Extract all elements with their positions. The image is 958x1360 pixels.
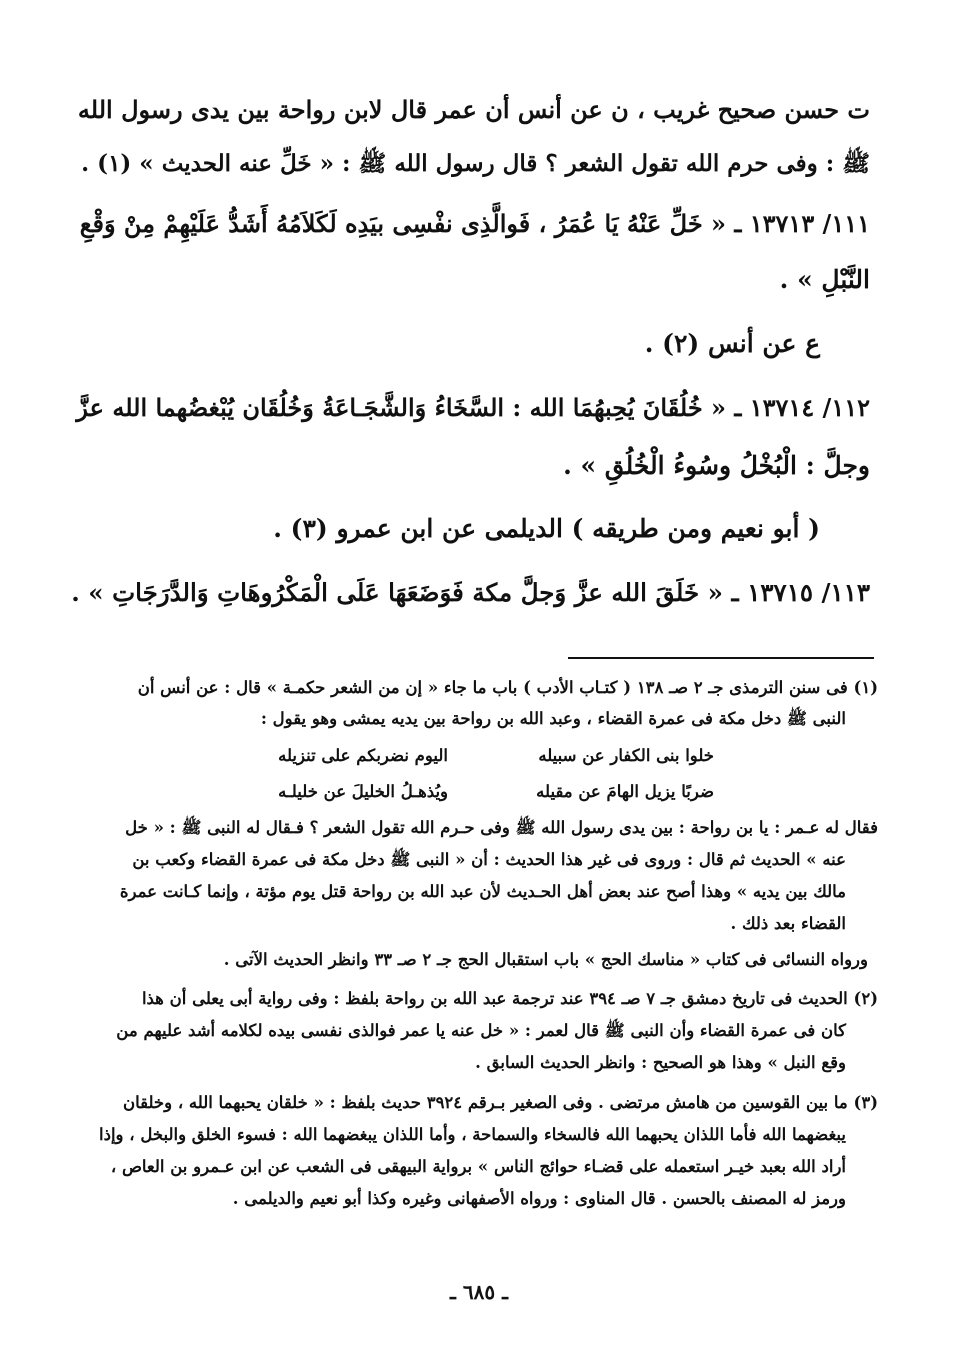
poem-verse-2-second: ويُذهـلُ الخليلَ عن خليلـه [278, 782, 448, 801]
footnote-3-line-2: يبغضهما الله فأما اللذان يحبهما الله فالسخاء والسماحة ، وأما اللذان يبغضهما الله : فسوء الخلق والبخل ، وإذا [99, 1125, 846, 1144]
footnote-1-line-7: ورواه النسائى فى كتاب « مناسك الحج » باب استقبال الحج جـ ٢ صـ ٣٣ وانظر الحديث الآتى . [223, 950, 868, 969]
footnote-1-line-5: مالك بين يديه » وهذا أصح عند بعض أهل الحـديث لأن عبد الله بن رواحة قتل يوم مؤتة ، وإنما كـانت عمرة [119, 882, 846, 901]
main-line-1: ت حسن صحيح غريب ، ن عن أنس أن عمر قال لابن رواحة بين يدى رسول الله [77, 95, 870, 124]
footnote-1-line-2: النبى ﷺ دخل مكة فى عمرة القضاء ، وعبد الله بن رواحة بين يديه يمشى وهو يقول : [260, 709, 846, 728]
hadith-112-line-2: وجلَّ : الْبُخْلُ وسُوءُ الْخُلُقِ » . [563, 451, 870, 480]
poem-verse-1-first: خلوا بنى الكفار عن سبيله [538, 746, 714, 765]
hadith-112-source: ( أبو نعيم ومن طريقه ) الديلمى عن ابن عمرو (٣) . [273, 514, 820, 543]
footnote-2-line-2: كان فى عمرة القضاء وأن النبى ﷺ قال لعمر : « خل عنه يا عمر فوالذى نفسى بيده لكلامه أشد عليهم من [116, 1021, 846, 1040]
footnote-1-line-3: فقال له عـمر : يا بن رواحة : بين يدى رسول الله ﷺ وفى حـرم الله تقول الشعر ؟ فـقال له النبى ﷺ : « خل [125, 818, 878, 837]
main-line-2: ﷺ : وفى حرم الله تقول الشعر ؟ قال رسول الله ﷺ : « خَلِّ عنه الحديث » (١) . [81, 150, 870, 177]
hadith-111-line-1: ١١١/ ١٣٧١٣ ـ « خَلِّ عَنْهُ يَا عُمَرُ ، فَوالَّذِى نفْسِى بيَدِه لَكَلاَمُهُ أَشَدُّ عَلَيْهِمْ مِنْ وَقْعِ [79, 209, 870, 238]
footnote-1-line-6: القضاء بعد ذلك . [730, 914, 846, 933]
footnote-2-line-3: وقع النبل » وهذا هو الصحيح : وانظر الحديث السابق . [475, 1053, 846, 1072]
poem-verse-2-first: ضربًا يزيل الهامَ عن مقيله [536, 782, 714, 801]
hadith-112-line-1: ١١٢/ ١٣٧١٤ ـ « خُلُقَانَ يُحِبهُمَا الله : السَّخَاءُ وَالشَّجَـاعَةُ وَخُلُقَان يُبْغضُهما الله عزَّ [76, 393, 870, 422]
hadith-113: ١١٣/ ١٣٧١٥ ـ « خَلَقَ الله عزَّ وَجلَّ مكة فَوَضَعَهَا عَلَى الْمَكْرُوهَاتِ وَالدَّرَجَاتِ » . [71, 578, 870, 607]
footnote-separator [568, 657, 874, 659]
footnote-2-line-1: (٢) الحديث فى تاريخ دمشق جـ ٧ صـ ٣٩٤ عند ترجمة عبد الله بن رواحة بلفظ : وفى رواية أبى يعلى أن هذا [141, 989, 878, 1008]
footnote-1-line-4: عنه » الحديث ثم قال : وروى فى غير هذا الحديث : أن « النبى ﷺ دخل مكة فى عمرة القضاء وكعب بن [132, 850, 846, 869]
hadith-111-line-2: النَّبْلِ » . [779, 265, 870, 294]
footnote-3-line-3: أراد الله بعبد خيـر استعمله على قضـاء حوائج الناس » برواية البيهقى فى الشعب عن ابن عـمرو بن العاص ، [110, 1157, 846, 1176]
page-number: ـ ٦٨٥ ـ [450, 1280, 508, 1304]
footnote-1-line-1: (١) فى سنن الترمذى جـ ٢ صـ ١٣٨ ( كتـاب الأدب ) باب ما جاء « إن من الشعر حكمـة » قال : عن أنس أن [137, 678, 878, 697]
poem-verse-1-second: اليوم نضربكم على تنزيله [278, 746, 448, 765]
hadith-111-source: ع عن أنس (٢) . [644, 329, 820, 358]
footnote-3-line-4: ورمز له المصنف بالحسن . قال المناوى : ورواه الأصفهانى وغيره وكذا أبو نعيم والديلمى . [232, 1189, 846, 1208]
footnote-3-line-1: (٣) ما بين القوسين من هامش مرتضى . وفى الصغير بـرقم ٣٩٢٤ حديث بلفظ : « خلقان يحبهما الله ، وخلقان [122, 1093, 878, 1112]
